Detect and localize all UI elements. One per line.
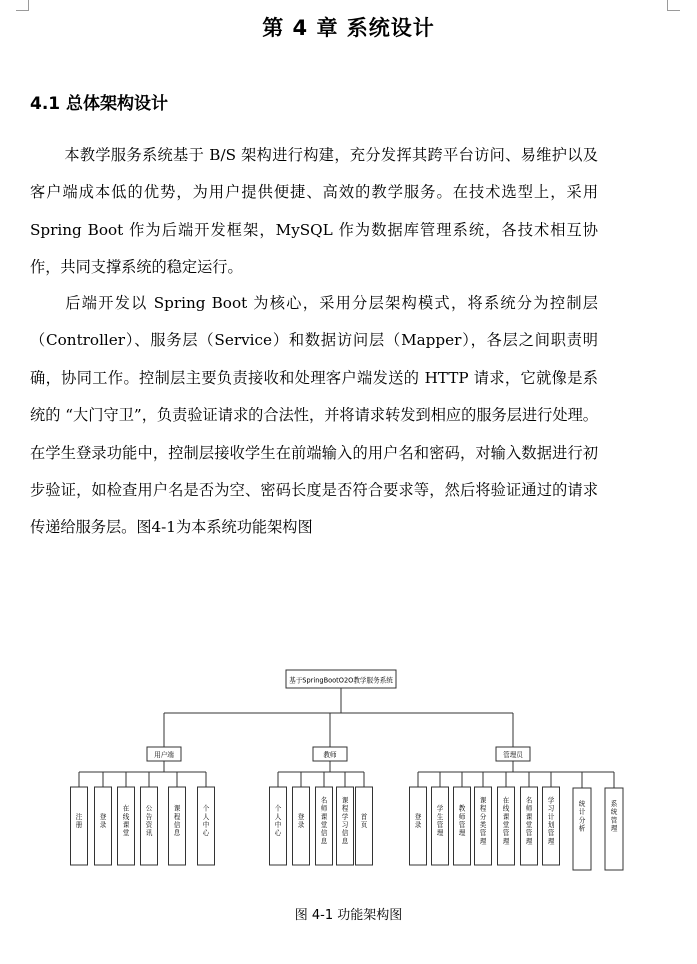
group-node-label: 教师 [323, 751, 337, 759]
leaf-node-label: 统计分析 [578, 800, 586, 833]
leaf-node-label: 登录 [297, 812, 305, 829]
leaf-node-label: 名师课堂信息 [320, 796, 328, 846]
paragraph-1 [30, 137, 598, 287]
leaf-node-label: 注册 [75, 812, 83, 829]
leaf-node-label: 首页 [360, 812, 368, 829]
chapter-title: 第 4 章 系统设计 [262, 16, 435, 40]
leaf-node-label: 名师课堂管理 [525, 796, 533, 846]
leaf-node-label: 学生管理 [436, 804, 444, 838]
leaf-node-label: 个人中心 [202, 804, 210, 838]
leaf-node-label: 学习计划管理 [547, 796, 555, 846]
function-architecture-diagram [0, 660, 697, 885]
leaf-node-label: 登录 [99, 812, 107, 829]
leaf-node-label: 公告资讯 [145, 804, 153, 838]
section-title: 4.1 总体架构设计 [30, 94, 169, 114]
paragraph-1-text: 本教学服务系统基于 B/S 架构进行构建，充分发挥其跨平台访问、易维护以及客户端成本低的优势，为用户提供便捷、高效的教学服务。在技术选型上，采用 Spring Boot 作为后端开发框架，MySQL 作为数据库管理系统，各技术相互协作，共同支撑系统的稳定运行。 [30, 146, 598, 277]
leaf-node-label: 在线课堂 [122, 804, 130, 838]
group-node-label: 用户端 [154, 751, 174, 759]
leaf-node-label: 课程学习信息 [341, 796, 349, 846]
paragraph-2 [30, 285, 598, 547]
leaf-node-label: 系统管理 [610, 800, 618, 833]
root-node-label: 基于SpringBootO2O教学服务系统 [289, 676, 393, 685]
leaf-node-label: 教师管理 [458, 804, 466, 838]
crop-mark-left [16, 0, 29, 11]
leaf-node-label: 登录 [414, 812, 422, 829]
leaf-node-label: 个人中心 [274, 804, 282, 838]
figure-caption: 图 4-1 功能架构图 [294, 908, 403, 923]
paragraph-2-text: 后端开发以 Spring Boot 为核心，采用分层架构模式，将系统分为控制层（Controller）、服务层（Service）和数据访问层（Mapper），各层之间职责明确，协同工作。控制层主要负责接收和处理客户端发送的 HTTP 请求，它就像是系统的 “大门守卫”，负责验证请求的合法性，并将请求转发到相应的服务层进行处理。在学生登录功能中，控制层接收学生在前端输入的用户名和密码，对输入数据进行初步验证，如检查用户名是否为空、密码长度是否符合要求等，然后将验证通过的请求传递给服务层。图4-1为本系统功能架构图 [30, 294, 598, 537]
leaf-node-label: 课程分类管理 [479, 796, 487, 846]
group-node-label: 管理员 [503, 751, 523, 759]
leaf-node-label: 在线课堂管理 [502, 796, 510, 846]
crop-mark-right [667, 0, 680, 11]
leaf-node-label: 课程信息 [173, 804, 181, 838]
